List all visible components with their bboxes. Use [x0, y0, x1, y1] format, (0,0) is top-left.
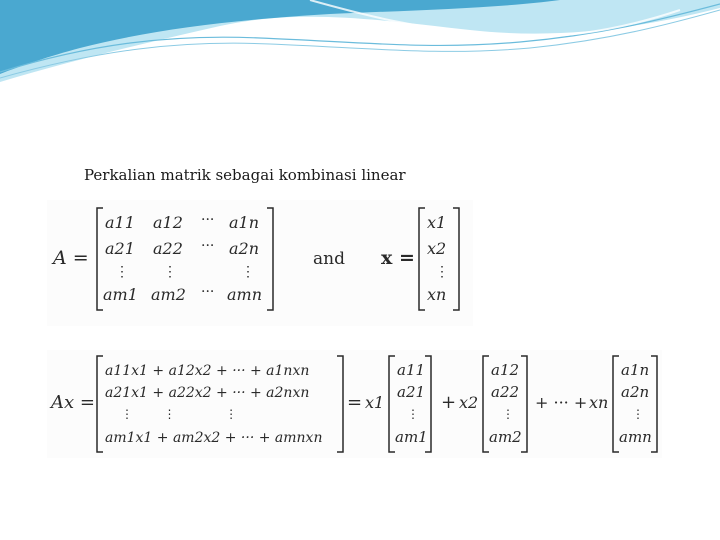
- matrix-definition-panel: [47, 200, 473, 326]
- conjunction-and: and: [313, 249, 345, 269]
- coln-amn: amn: [619, 428, 652, 446]
- plus-sign: +: [441, 392, 457, 413]
- coln-a2n: a2n: [621, 383, 650, 401]
- col1-a11: a11: [397, 361, 426, 379]
- am1: am1: [103, 285, 138, 304]
- col2-right-bracket: [521, 356, 527, 452]
- col1-am1: am1: [395, 428, 428, 446]
- equals-sign: =: [347, 392, 363, 413]
- dots-row4: ···: [201, 284, 215, 300]
- col2-vdots: ⋮: [502, 407, 514, 421]
- matrix-A-right-bracket: [267, 208, 273, 310]
- x-vdots: ⋮: [435, 264, 449, 280]
- lhs-x: x =: [381, 247, 415, 269]
- a21: a21: [105, 239, 135, 258]
- product-row-1: a11x1 + a12x2 + ··· + a1nxn: [105, 363, 310, 379]
- a1n: a1n: [229, 213, 260, 232]
- slide-title: Perkalian matrik sebagai kombinasi linear: [84, 166, 406, 184]
- product-row-m: am1x1 + am2x2 + ··· + amnxn: [105, 430, 323, 446]
- header-wave-decoration: [0, 0, 720, 90]
- lhs-A: A =: [53, 247, 89, 269]
- vdots-col3: ⋮: [241, 264, 255, 280]
- dots-row2: ···: [201, 238, 215, 254]
- coef-x1: x1: [365, 393, 385, 412]
- vdots-col2: ⋮: [163, 264, 177, 280]
- a2n: a2n: [229, 239, 260, 258]
- vdots-col1: ⋮: [115, 264, 129, 280]
- coef-x2: x2: [459, 393, 479, 412]
- lhs-Ax: Ax =: [51, 392, 95, 413]
- product-left-bracket: [97, 356, 103, 452]
- coef-xn: xn: [589, 393, 609, 412]
- a11: a11: [105, 213, 135, 232]
- am2: am2: [151, 285, 186, 304]
- linear-combination-panel: [47, 350, 662, 458]
- plus-dots-plus: + ··· +: [535, 393, 588, 412]
- a12: a12: [153, 213, 183, 232]
- a22: a22: [153, 239, 183, 258]
- vector-x-left-bracket: [419, 208, 425, 310]
- product-right-bracket: [337, 356, 343, 452]
- amn: amn: [227, 285, 263, 304]
- dots-row1: ···: [201, 212, 215, 228]
- product-row-2: a21x1 + a22x2 + ··· + a2nxn: [105, 385, 310, 401]
- col2-am2: am2: [489, 428, 522, 446]
- x1: x1: [427, 213, 447, 232]
- xn: xn: [427, 285, 447, 304]
- coln-a1n: a1n: [621, 361, 650, 379]
- coln-vdots: ⋮: [632, 407, 644, 421]
- col1-vdots: ⋮: [407, 407, 419, 421]
- product-row-vdots: ⋮ ⋮ ⋮: [121, 407, 238, 421]
- x2: x2: [427, 239, 447, 258]
- col2-a22: a22: [491, 383, 520, 401]
- coln-right-bracket: [651, 356, 657, 452]
- vector-x-right-bracket: [453, 208, 459, 310]
- col2-a12: a12: [491, 361, 520, 379]
- col1-a21: a21: [397, 383, 426, 401]
